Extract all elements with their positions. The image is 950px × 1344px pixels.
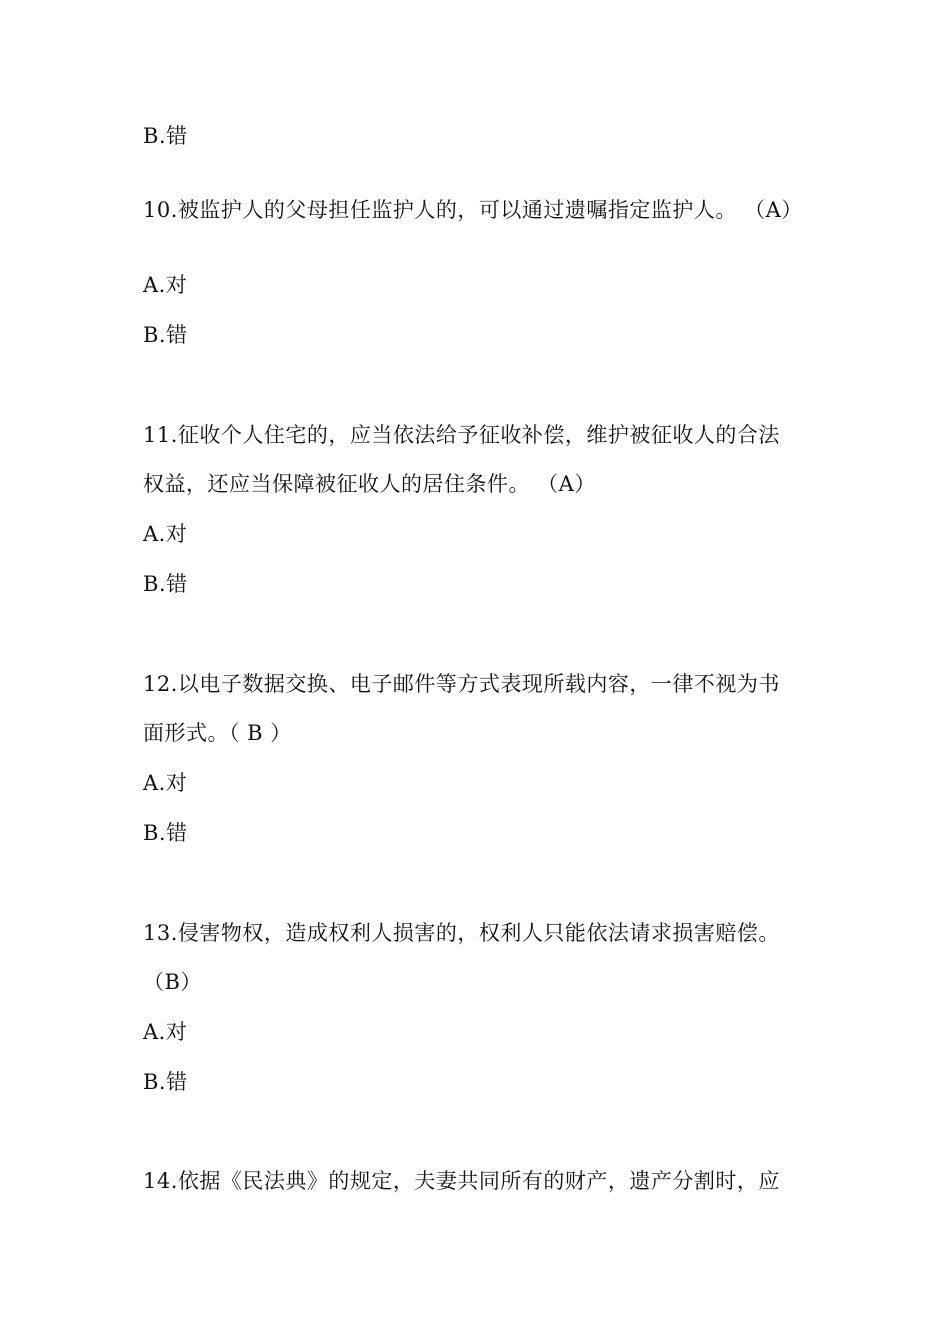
q12-question-line2: 面形式。（ B ） [143,721,292,745]
q10-question: 10.被监护人的父母担任监护人的，可以通过遗嘱指定监护人。 （A） [143,198,803,222]
q14-question-line1: 14.依据《民法典》的规定，夫妻共同所有的财产，遗产分割时，应 [143,1169,780,1193]
q12-question-line1: 12.以电子数据交换、电子邮件等方式表现所载内容，一律不视为书 [143,672,780,696]
q12-option-a: A.对 [143,771,188,795]
q9-option-b: B.错 [143,124,188,148]
q12-option-b: B.错 [143,821,188,845]
q11-option-b: B.错 [143,572,188,596]
q10-option-b: B.错 [143,323,188,347]
q11-option-a: A.对 [143,522,188,546]
q11-question-line2: 权益，还应当保障被征收人的居住条件。 （A） [143,472,596,496]
q13-option-a: A.对 [143,1020,188,1044]
q13-question-line1: 13.侵害物权，造成权利人损害的，权利人只能依法请求损害赔偿。 [143,921,780,945]
q11-question-line1: 11.征收个人住宅的，应当依法给予征收补偿，维护被征收人的合法 [143,423,780,447]
q13-question-line2: （B） [143,970,202,994]
q13-option-b: B.错 [143,1070,188,1094]
q10-option-a: A.对 [143,273,188,297]
